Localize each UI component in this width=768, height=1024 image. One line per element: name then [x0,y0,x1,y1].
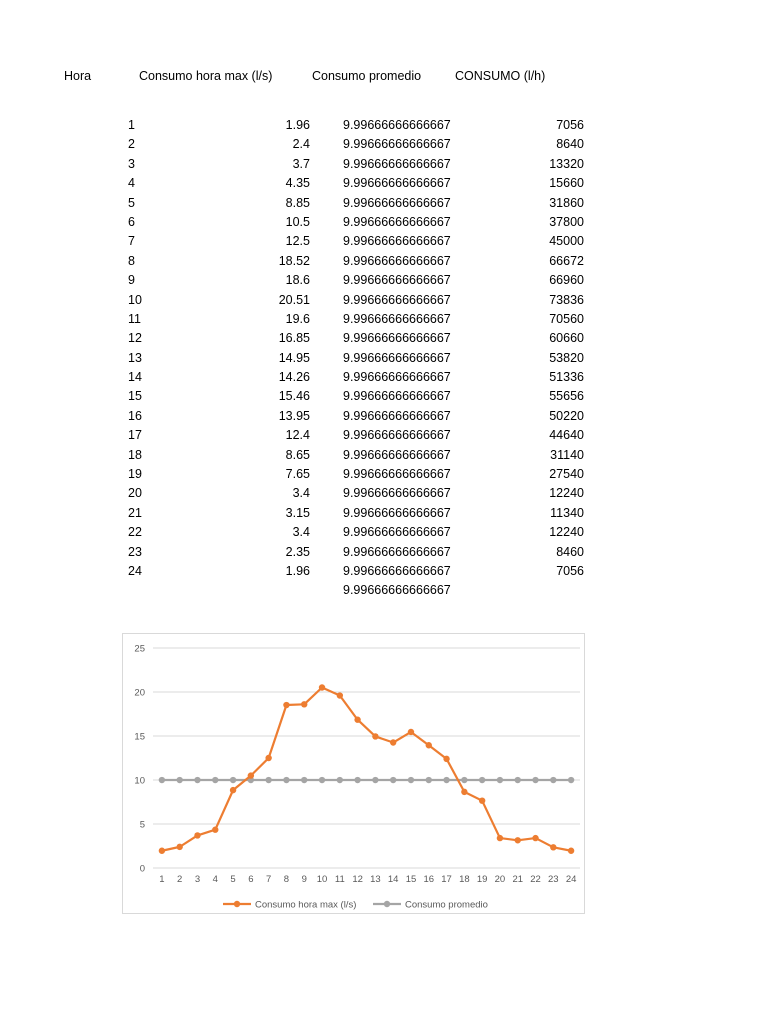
x-tick-label: 16 [423,874,435,885]
x-tick-label: 24 [565,874,577,885]
x-tick-label: 4 [212,874,218,885]
table-row [0,426,768,445]
x-tick-label: 22 [530,874,541,885]
cell-hora: 1 [128,118,135,132]
legend-consumo-promedio-label: Consumo promedio [405,899,488,911]
header-consumo-hora-max: Consumo hora max (l/s) [139,69,273,83]
line-chart [122,633,585,914]
cell-consumo-max: 16.85 [278,331,310,346]
data-point-consumo-promedio [194,777,200,783]
data-point-consumo-hora-max [301,701,307,707]
cell-consumo-max: 2.4 [292,137,310,152]
data-point-consumo-hora-max [497,835,503,841]
table-row [0,310,768,329]
data-point-consumo-promedio [497,777,503,783]
x-tick-label: 3 [194,874,201,885]
table-row [0,368,768,387]
data-point-consumo-promedio [337,777,343,783]
cell-consumo-max: 12.4 [285,428,310,443]
cell-consumo-lh: 50220 [549,408,584,423]
data-point-consumo-hora-max [194,832,200,838]
table-row [0,465,768,484]
cell-consumo-promedio: 9.99666666666667 [343,370,451,385]
cell-consumo-promedio: 9.99666666666667 [343,176,451,191]
chart-svg [123,634,584,913]
x-tick-label: 5 [230,874,236,885]
table-row [0,504,768,523]
cell-consumo-max: 2.35 [285,544,310,559]
header-consumo-promedio: Consumo promedio [312,69,422,83]
x-tick-label: 6 [248,874,254,885]
cell-consumo-max: 14.26 [278,370,310,385]
cell-consumo-promedio: 9.99666666666667 [343,467,451,482]
data-point-consumo-promedio [176,777,182,783]
data-point-consumo-promedio [532,777,538,783]
x-tick-label: 18 [459,874,470,885]
cell-consumo-max: 18.52 [278,253,310,268]
cell-consumo-max: 12.5 [285,234,310,249]
cell-consumo-lh: 8640 [556,137,584,152]
cell-consumo-promedio: 9.99666666666667 [343,544,451,559]
data-point-consumo-promedio [283,777,289,783]
data-point-consumo-hora-max [532,835,538,841]
header-consumo-lh: CONSUMO (l/h) [455,69,546,83]
cell-hora: 4 [128,176,135,191]
data-table [0,116,768,601]
x-tick-label: 13 [370,874,381,885]
table-row [0,155,768,174]
data-point-consumo-hora-max [354,717,360,723]
cell-consumo-lh: 31860 [549,195,584,210]
cell-hora: 2 [128,137,135,152]
cell-hora: 16 [128,408,142,423]
x-tick-label: 23 [548,874,559,885]
y-tick-label: 10 [134,775,145,787]
cell-consumo-max: 13.95 [278,408,310,423]
cell-consumo-lh: 45000 [549,234,584,249]
table-row [0,291,768,310]
cell-consumo-lh: 7056 [556,563,584,578]
table-row [0,484,768,503]
data-point-consumo-hora-max [372,733,378,739]
table-row [0,407,768,426]
table-row [0,543,768,562]
data-point-consumo-hora-max [176,844,182,850]
y-tick-label: 15 [134,731,145,743]
x-tick-label: 11 [334,874,345,885]
cell-hora: 17 [128,428,142,443]
cell-consumo-promedio: 9.99666666666667 [343,331,451,346]
table-row [0,523,768,542]
cell-hora: 20 [128,486,142,501]
data-point-consumo-hora-max [390,739,396,745]
x-tick-label: 20 [494,874,506,885]
cell-consumo-lh: 44640 [549,428,584,443]
data-point-consumo-hora-max [408,729,414,735]
y-tick-label: 25 [134,643,145,655]
x-tick-label: 21 [512,874,524,885]
data-point-consumo-hora-max [212,827,218,833]
data-point-consumo-promedio [159,777,165,783]
table-row [0,581,768,600]
cell-hora: 8 [128,253,135,268]
cell-consumo-promedio: 9.99666666666667 [343,195,451,210]
table-row [0,213,768,232]
cell-consumo-lh: 53820 [549,350,584,365]
cell-consumo-max: 8.85 [285,195,310,210]
data-point-consumo-promedio [443,777,449,783]
cell-consumo-lh: 31140 [550,447,584,462]
cell-consumo-lh: 51336 [549,370,584,385]
cell-hora: 13 [128,350,142,365]
legend-consumo-hora-max-label: Consumo hora max (l/s) [255,899,357,911]
data-point-consumo-hora-max [515,837,521,843]
data-point-consumo-promedio [461,777,467,783]
table-row [0,387,768,406]
cell-hora: 6 [128,214,135,229]
data-point-consumo-hora-max [568,848,574,854]
data-point-consumo-promedio [354,777,360,783]
cell-consumo-promedio: 9.99666666666667 [343,273,451,288]
cell-consumo-lh: 73836 [549,292,584,307]
cell-hora: 19 [128,467,142,482]
table-row [0,232,768,251]
table-row [0,446,768,465]
table-row [0,329,768,348]
series-line-consumo-hora-max [162,688,571,851]
cell-consumo-max: 1.96 [285,118,310,132]
data-point-consumo-hora-max [443,756,449,762]
x-tick-label: 12 [352,874,363,885]
x-tick-label: 1 [159,874,165,885]
cell-consumo-promedio: 9.99666666666667 [343,563,451,578]
data-point-consumo-hora-max [283,702,289,708]
legend-consumo-promedio-marker [384,901,390,907]
table-row [0,116,768,135]
data-point-consumo-hora-max [159,848,165,854]
data-point-consumo-hora-max [230,787,236,793]
cell-consumo-promedio: 9.99666666666667 [343,137,451,152]
cell-hora: 18 [128,447,142,462]
cell-hora: 11 [128,311,141,326]
x-tick-label: 10 [316,874,328,885]
cell-consumo-promedio: 9.99666666666667 [343,583,451,598]
cell-hora: 15 [128,389,142,404]
cell-hora: 9 [128,273,135,288]
x-tick-label: 7 [265,874,272,885]
data-point-consumo-hora-max [550,844,556,850]
data-point-consumo-promedio [372,777,378,783]
cell-consumo-max: 10.5 [285,214,310,229]
x-tick-label: 17 [441,874,452,885]
cell-hora: 10 [128,292,142,307]
cell-consumo-lh: 70560 [549,311,584,326]
cell-consumo-promedio: 9.99666666666667 [343,292,451,307]
cell-consumo-promedio: 9.99666666666667 [343,486,451,501]
cell-consumo-promedio: 9.99666666666667 [343,408,451,423]
table-row [0,252,768,271]
cell-consumo-lh: 37800 [549,214,584,229]
cell-hora: 3 [128,156,135,171]
data-point-consumo-promedio [265,777,271,783]
cell-consumo-lh: 27540 [549,467,584,482]
cell-consumo-lh: 55656 [549,389,584,404]
cell-consumo-max: 3.4 [292,486,310,501]
cell-consumo-lh: 66960 [549,273,584,288]
cell-consumo-max: 20.51 [278,292,310,307]
cell-consumo-promedio: 9.99666666666667 [343,350,451,365]
cell-hora: 21 [128,505,142,520]
table-row [0,174,768,193]
cell-consumo-max: 8.65 [285,447,310,462]
data-point-consumo-hora-max [319,684,325,690]
data-point-consumo-hora-max [461,789,467,795]
cell-consumo-max: 3.4 [292,525,310,540]
cell-consumo-promedio: 9.99666666666667 [343,118,451,132]
cell-consumo-max: 3.7 [292,156,310,171]
data-point-consumo-hora-max [426,742,432,748]
data-point-consumo-promedio [319,777,325,783]
cell-hora: 22 [128,525,142,540]
legend-consumo-hora-max-marker [234,901,240,907]
cell-consumo-lh: 11340 [550,505,584,520]
cell-hora: 7 [128,234,135,249]
cell-hora: 12 [128,331,142,346]
cell-consumo-max: 4.35 [285,176,310,191]
data-point-consumo-promedio [301,777,307,783]
cell-hora: 23 [128,544,142,559]
table-row [0,194,768,213]
cell-consumo-lh: 8460 [556,544,584,559]
data-point-consumo-hora-max [337,692,343,698]
cell-consumo-lh: 12240 [549,525,584,540]
table-row [0,271,768,290]
table-row [0,562,768,581]
data-point-consumo-hora-max [248,772,254,778]
cell-consumo-max: 14.95 [278,350,310,365]
data-point-consumo-promedio [390,777,396,783]
cell-consumo-max: 18.6 [285,273,310,288]
cell-consumo-promedio: 9.99666666666667 [343,428,451,443]
table-row [0,349,768,368]
x-tick-label: 2 [177,874,183,885]
cell-hora: 5 [128,195,135,210]
data-point-consumo-promedio [568,777,574,783]
cell-consumo-lh: 66672 [549,253,584,268]
cell-consumo-max: 19.6 [285,311,310,326]
cell-consumo-lh: 15660 [549,176,584,191]
cell-consumo-lh: 13320 [549,156,584,171]
cell-consumo-promedio: 9.99666666666667 [343,311,451,326]
cell-consumo-promedio: 9.99666666666667 [343,234,451,249]
cell-consumo-promedio: 9.99666666666667 [343,253,451,268]
data-point-consumo-promedio [230,777,236,783]
cell-consumo-lh: 12240 [549,486,584,501]
y-tick-label: 5 [139,819,145,831]
cell-consumo-promedio: 9.99666666666667 [343,156,451,171]
cell-consumo-promedio: 9.99666666666667 [343,389,451,404]
data-point-consumo-promedio [212,777,218,783]
data-point-consumo-hora-max [265,755,271,761]
table-row [0,135,768,154]
cell-hora: 24 [128,563,142,578]
cell-consumo-max: 3.15 [285,505,310,520]
y-tick-label: 0 [139,863,145,875]
data-point-consumo-promedio [408,777,414,783]
data-point-consumo-hora-max [479,797,485,803]
y-tick-label: 20 [134,687,145,699]
cell-consumo-max: 15.46 [278,389,310,404]
data-point-consumo-promedio [479,777,485,783]
cell-hora: 14 [128,370,142,385]
x-tick-label: 15 [405,874,417,885]
data-point-consumo-promedio [550,777,556,783]
x-tick-label: 9 [301,874,307,885]
data-point-consumo-promedio [426,777,432,783]
cell-consumo-promedio: 9.99666666666667 [343,447,451,462]
x-tick-label: 19 [476,874,488,885]
data-point-consumo-promedio [515,777,521,783]
cell-consumo-lh: 60660 [549,331,584,346]
cell-consumo-max: 1.96 [285,563,310,578]
header-hora: Hora [64,69,92,83]
cell-consumo-promedio: 9.99666666666667 [343,214,451,229]
x-tick-label: 14 [387,874,399,885]
cell-consumo-promedio: 9.99666666666667 [343,505,451,520]
cell-consumo-max: 7.65 [285,467,310,482]
cell-consumo-promedio: 9.99666666666667 [343,525,451,540]
cell-consumo-lh: 7056 [556,118,584,132]
x-tick-label: 8 [283,874,290,885]
